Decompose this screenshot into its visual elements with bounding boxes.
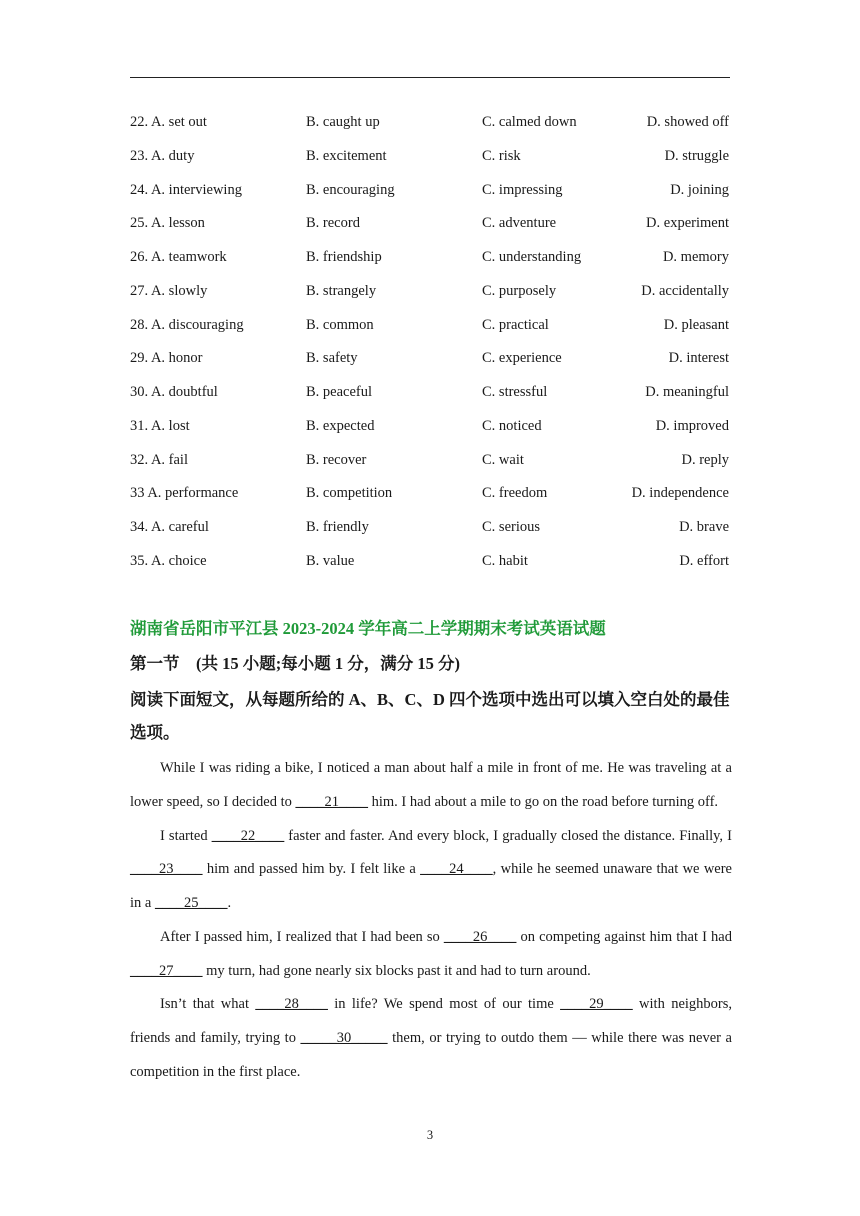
option-c: C. experience bbox=[482, 350, 562, 367]
exam-title: 湖南省岳阳市平江县 2023-2024 学年高二上学期期末考试英语试题 bbox=[130, 619, 606, 638]
option-b: B. encouraging bbox=[306, 181, 395, 198]
option-a: 26. A. teamwork bbox=[130, 249, 227, 265]
blank-28: ____28____ bbox=[255, 996, 328, 1013]
option-row-31 bbox=[130, 414, 732, 448]
option-row-25 bbox=[130, 211, 732, 245]
option-a: 29. A. honor bbox=[130, 350, 203, 367]
option-d: D. struggle bbox=[664, 147, 729, 164]
option-d: D. experiment bbox=[646, 215, 729, 232]
option-c: C. risk bbox=[482, 147, 521, 164]
answer-options-list bbox=[130, 110, 732, 583]
blank-30: _____30_____ bbox=[300, 1030, 388, 1046]
option-row-24 bbox=[130, 178, 732, 212]
paragraph-4 bbox=[130, 988, 732, 1089]
option-d: D. meaningful bbox=[645, 384, 729, 400]
option-row-26 bbox=[130, 245, 732, 279]
blank-23: ____23____ bbox=[130, 861, 203, 878]
option-a: 22. A. set out bbox=[130, 114, 207, 130]
option-row-23 bbox=[130, 144, 732, 178]
option-d: D. effort bbox=[679, 552, 729, 569]
option-d: D. joining bbox=[670, 181, 729, 198]
option-a: 32. A. fail bbox=[130, 451, 188, 468]
option-d: D. brave bbox=[679, 519, 729, 535]
passage-text: I started bbox=[160, 827, 212, 844]
option-b: B. expected bbox=[306, 417, 375, 434]
paragraph-1 bbox=[130, 752, 732, 820]
option-a: 28. A. discouraging bbox=[130, 316, 244, 333]
blank-22: ____22____ bbox=[211, 827, 285, 844]
page-number: 3 bbox=[426, 1128, 434, 1142]
option-a: 33 A. performance bbox=[130, 485, 239, 502]
option-b: B. strangely bbox=[306, 282, 377, 299]
part-heading: 第一节 (共 15 小题;每小题 1 分，满分 15 分) bbox=[130, 654, 460, 673]
passage-text: on competing against him that I had bbox=[516, 928, 732, 945]
blank-24: ____24____ bbox=[420, 861, 493, 878]
option-row-30 bbox=[130, 380, 732, 414]
reading-passage bbox=[130, 752, 732, 1090]
option-b: B. safety bbox=[306, 350, 358, 367]
option-c: C. freedom bbox=[482, 485, 548, 502]
blank-29: ____29____ bbox=[560, 996, 633, 1013]
option-b: B. excitement bbox=[306, 147, 387, 164]
option-a: 27. A. slowly bbox=[130, 282, 208, 299]
option-c: C. purposely bbox=[482, 282, 557, 299]
blank-26: ____26____ bbox=[443, 928, 517, 945]
option-c: C. practical bbox=[482, 316, 549, 333]
option-a: 34. A. careful bbox=[130, 519, 209, 535]
paragraph-3 bbox=[130, 921, 732, 989]
option-c: C. wait bbox=[482, 451, 524, 468]
instructions: 阅读下面短文，从每题所给的 A、B、C、D 四个选项中选出可以填入空白处的最佳选项。 bbox=[130, 690, 730, 742]
option-d: D. interest bbox=[668, 350, 729, 367]
option-b: B. peaceful bbox=[306, 384, 373, 400]
option-c: C. noticed bbox=[482, 417, 542, 434]
option-c: C. habit bbox=[482, 552, 528, 569]
paragraph-2 bbox=[130, 820, 732, 921]
option-c: C. impressing bbox=[482, 181, 563, 198]
passage-text: in life? We spend most of our time bbox=[327, 996, 561, 1013]
passage-text: faster and faster. And every block, I gradually closed the distance. Finally, I bbox=[284, 827, 732, 844]
passage-text: them, or trying to outdo them — while there was never a competition in the first place. bbox=[130, 1030, 732, 1080]
option-a: 35. A. choice bbox=[130, 552, 207, 569]
option-row-29 bbox=[130, 346, 732, 380]
passage-text: my turn, had gone nearly six blocks past it and had to turn around. bbox=[202, 962, 591, 979]
option-a: 24. A. interviewing bbox=[130, 181, 242, 198]
option-c: C. calmed down bbox=[482, 114, 577, 130]
option-c: C. stressful bbox=[482, 384, 548, 400]
option-d: D. reply bbox=[681, 451, 729, 468]
option-d: D. pleasant bbox=[663, 316, 729, 333]
blank-27: ____27____ bbox=[130, 962, 203, 979]
option-b: B. record bbox=[306, 215, 360, 232]
option-b: B. recover bbox=[306, 451, 367, 468]
option-d: D. showed off bbox=[646, 114, 729, 130]
option-a: 30. A. doubtful bbox=[130, 384, 218, 400]
option-b: B. common bbox=[306, 316, 374, 333]
option-d: D. memory bbox=[662, 249, 729, 265]
option-row-33 bbox=[130, 481, 732, 515]
option-row-27 bbox=[130, 279, 732, 313]
option-a: 31. A. lost bbox=[130, 417, 190, 434]
option-a: 23. A. duty bbox=[130, 147, 195, 164]
option-b: B. value bbox=[306, 552, 355, 569]
option-c: C. adventure bbox=[482, 215, 557, 232]
passage-text: While I was riding a bike, I noticed a man about half a mile in front of me. He was traveling at a lower speed, so I decided to bbox=[130, 760, 732, 810]
option-row-34 bbox=[130, 515, 732, 549]
passage-text: After I passed him, I realized that I had been so bbox=[160, 928, 444, 945]
option-row-32 bbox=[130, 448, 732, 482]
option-d: D. accidentally bbox=[641, 282, 729, 299]
option-b: B. competition bbox=[306, 485, 393, 502]
option-d: D. independence bbox=[631, 485, 729, 502]
passage-text: with neighbors, friends and family, trying to bbox=[130, 996, 733, 1046]
option-b: B. friendly bbox=[306, 519, 369, 535]
option-row-35 bbox=[130, 549, 732, 583]
option-b: B. caught up bbox=[306, 114, 380, 130]
option-d: D. improved bbox=[655, 417, 729, 434]
option-a: 25. A. lesson bbox=[130, 215, 205, 232]
passage-text: , while he seemed unaware that we were in a bbox=[130, 861, 732, 911]
passage-text: Isn’t that what bbox=[160, 996, 256, 1013]
option-row-28 bbox=[130, 313, 732, 347]
passage-text: him and passed him by. I felt like a bbox=[202, 861, 421, 878]
passage-text: . bbox=[227, 895, 232, 911]
blank-21: ____21____ bbox=[295, 793, 368, 810]
header-rule bbox=[130, 77, 730, 78]
option-row-22 bbox=[130, 110, 732, 144]
blank-25: ____25____ bbox=[154, 895, 228, 911]
passage-text: him. I had about a mile to go on the road before turning off. bbox=[368, 793, 719, 810]
option-c: C. understanding bbox=[482, 249, 582, 265]
option-b: B. friendship bbox=[306, 249, 382, 265]
option-c: C. serious bbox=[482, 519, 540, 535]
